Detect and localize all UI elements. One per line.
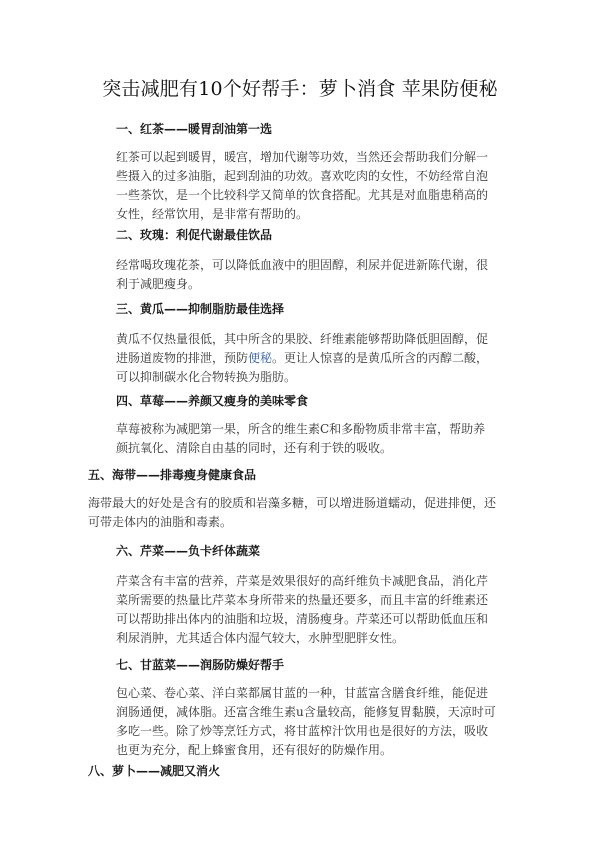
section-heading-cabbage: 七、甘蓝菜——润肠防燥好帮手 <box>116 658 285 672</box>
cucumber-body-text-2: 。更让人惊喜的是黄瓜所含的丙醇二酸，可以抑制碳水化合物转换为脂肪。 <box>116 351 489 384</box>
section-heading-strawberry: 四、草莓——养颜又瘦身的美味零食 <box>116 394 309 408</box>
section-body-cucumber <box>116 330 496 387</box>
section-heading-rose: 二、玫瑰：利促代谢最佳饮品 <box>116 228 273 242</box>
section-body-cabbage: 包心菜、卷心菜、洋白菜都属甘蓝的一种，甘蓝富含膳食纤维，能促进润肠通便，减体脂。还富含维生素u含量较高，能修复胃黏膜，天凉时可多吃一些。除了炒等烹饪方式，将甘蓝榨汁饮用也是很好的方法，吸收也更为充分，配上蜂蜜食用，还有很好的防燥作用。 <box>116 686 496 757</box>
section-body-kelp: 海带最大的好处是含有的胶质和岩藻多糖，可以增进肠道蠕动，促进排便，还可带走体内的油脂和毒素。 <box>88 496 497 529</box>
section-body-strawberry: 草莓被称为减肥第一果，所含的维生素C和多酚物质非常丰富，帮助养颜抗氧化、清除自由基的同时，还有利于铁的吸收。 <box>116 422 486 455</box>
section-heading-celery: 六、芹菜——负卡纤体蔬菜 <box>116 544 261 558</box>
section-body-black-tea: 红茶可以起到暖胃，暖宫，增加代谢等功效，当然还会帮助我们分解一些摄入的过多油脂，起到刮油的功效。喜欢吃肉的女性，不妨经常自泡一些茶饮，是一个比较科学又简单的饮食搭配。尤其是对血脂患稍高的女性，经常饮用，是非常有帮助的。 <box>116 150 489 221</box>
section-heading-kelp: 五、海带——排毒瘦身健康食品 <box>88 468 257 482</box>
cucumber-body-text-1: 黄瓜不仅热量很低，其中所含的果胶、纤维素能够帮助降低胆固醇，促进肠道废物的排泄，预防 <box>116 332 489 365</box>
section-heading-cucumber: 三、黄瓜——抑制脂肪最佳选择 <box>116 302 285 316</box>
constipation-link[interactable]: 便秘 <box>248 351 273 365</box>
section-body-rose: 经常喝玫瑰花茶，可以降低血液中的胆固醇，利尿并促进新陈代谢，很利于减肥瘦身。 <box>116 258 489 291</box>
section-body-celery: 芹菜含有丰富的营养，芹菜是效果很好的高纤维负卡减肥食品，消化芹菜所需要的热量比芹菜本身所带来的热量还要多，而且丰富的纤维素还可以帮助排出体内的油脂和垃圾，清肠瘦身。芹菜还可以帮助低血压和利尿消肿，尤其适合体内湿气较大，水肿型肥胖女性。 <box>116 574 489 645</box>
section-heading-radish: 八、萝卜——减肥又消火 <box>88 764 221 778</box>
page-title: 突击减肥有10个好帮手：萝卜消食 苹果防便秘 <box>102 78 498 100</box>
section-heading-black-tea: 一、红茶——暖胃刮油第一选 <box>116 122 273 136</box>
